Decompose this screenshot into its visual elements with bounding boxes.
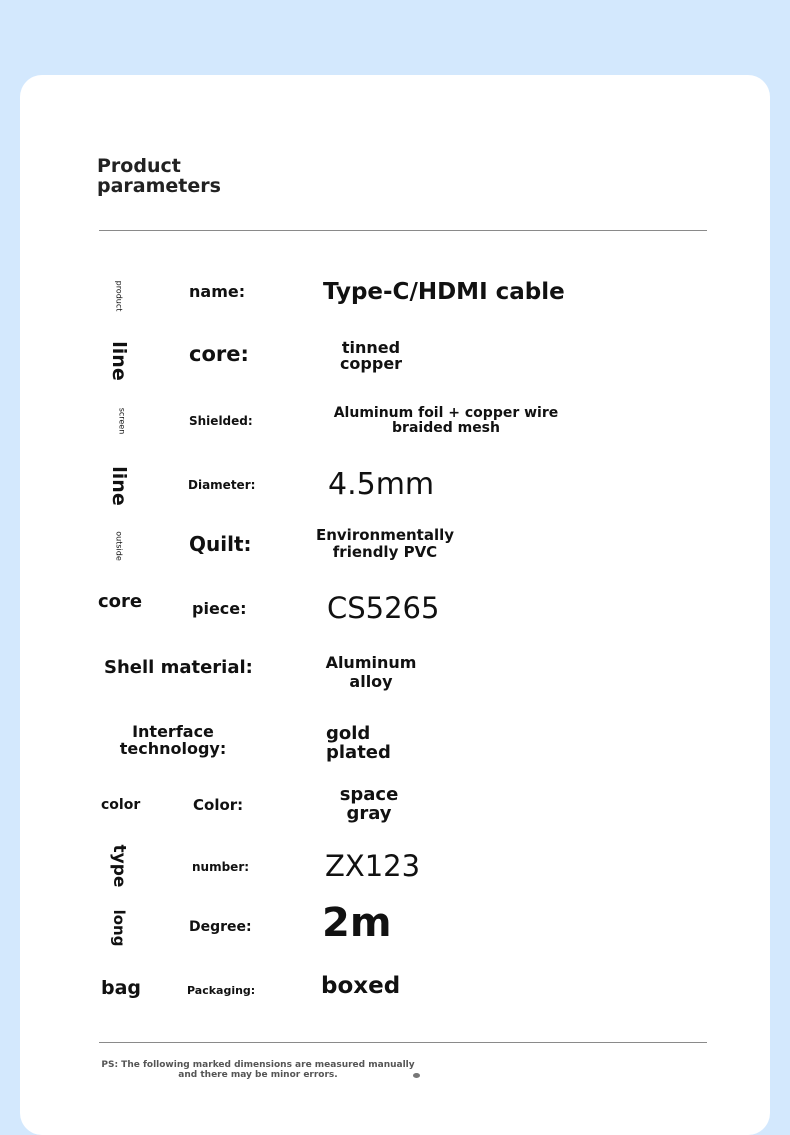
page-title: Product parameters [97,155,221,197]
label-quilt: Quilt: [189,532,252,556]
side-label-core: core [98,591,143,612]
label-number: number: [192,860,250,874]
label-shielded: Shielded: [189,414,253,428]
footnote: PS: The following marked dimensions are measured manually and there may be minor errors. [101,1060,415,1080]
value-diameter: 4.5mm [328,467,435,502]
label-piece: piece: [192,599,247,618]
label-interface-technology: Interface technology: [119,722,227,758]
value-piece: CS5265 [327,591,440,625]
bottom-divider [99,1042,707,1043]
side-label-color: color [101,797,141,813]
value-number: ZX123 [325,849,421,883]
side-label-bag: bag [101,977,142,999]
label-diameter: Diameter: [188,478,256,492]
top-divider [99,230,707,231]
value-color: space gray [339,784,399,824]
side-label-line: line [108,341,130,381]
value-degree: 2m [322,900,392,946]
side-label-type: type [109,844,129,888]
value-packaging: boxed [321,973,401,999]
value-shell-material: Aluminum alloy [325,653,417,691]
label-core: core: [189,342,249,366]
label-name: name: [189,282,246,301]
side-label-line-2: line [108,466,130,506]
value-core: tinned copper [339,338,403,373]
label-packaging: Packaging: [187,984,256,997]
label-shell-material: Shell material: [104,657,253,678]
side-label-outside: outside [114,531,124,561]
dot-mark [413,1073,420,1078]
value-name: Type-C/HDMI cable [323,279,565,305]
value-quilt: Environmentally friendly PVC [315,526,455,561]
label-degree: Degree: [189,919,252,935]
side-label-product: product [114,280,124,312]
side-label-screen: screen [117,407,127,435]
value-shielded: Aluminum foil + copper wire braided mesh [333,405,559,436]
label-color: Color: [193,796,244,814]
side-label-long: long [110,909,128,947]
value-interface-technology: gold plated [326,723,391,763]
